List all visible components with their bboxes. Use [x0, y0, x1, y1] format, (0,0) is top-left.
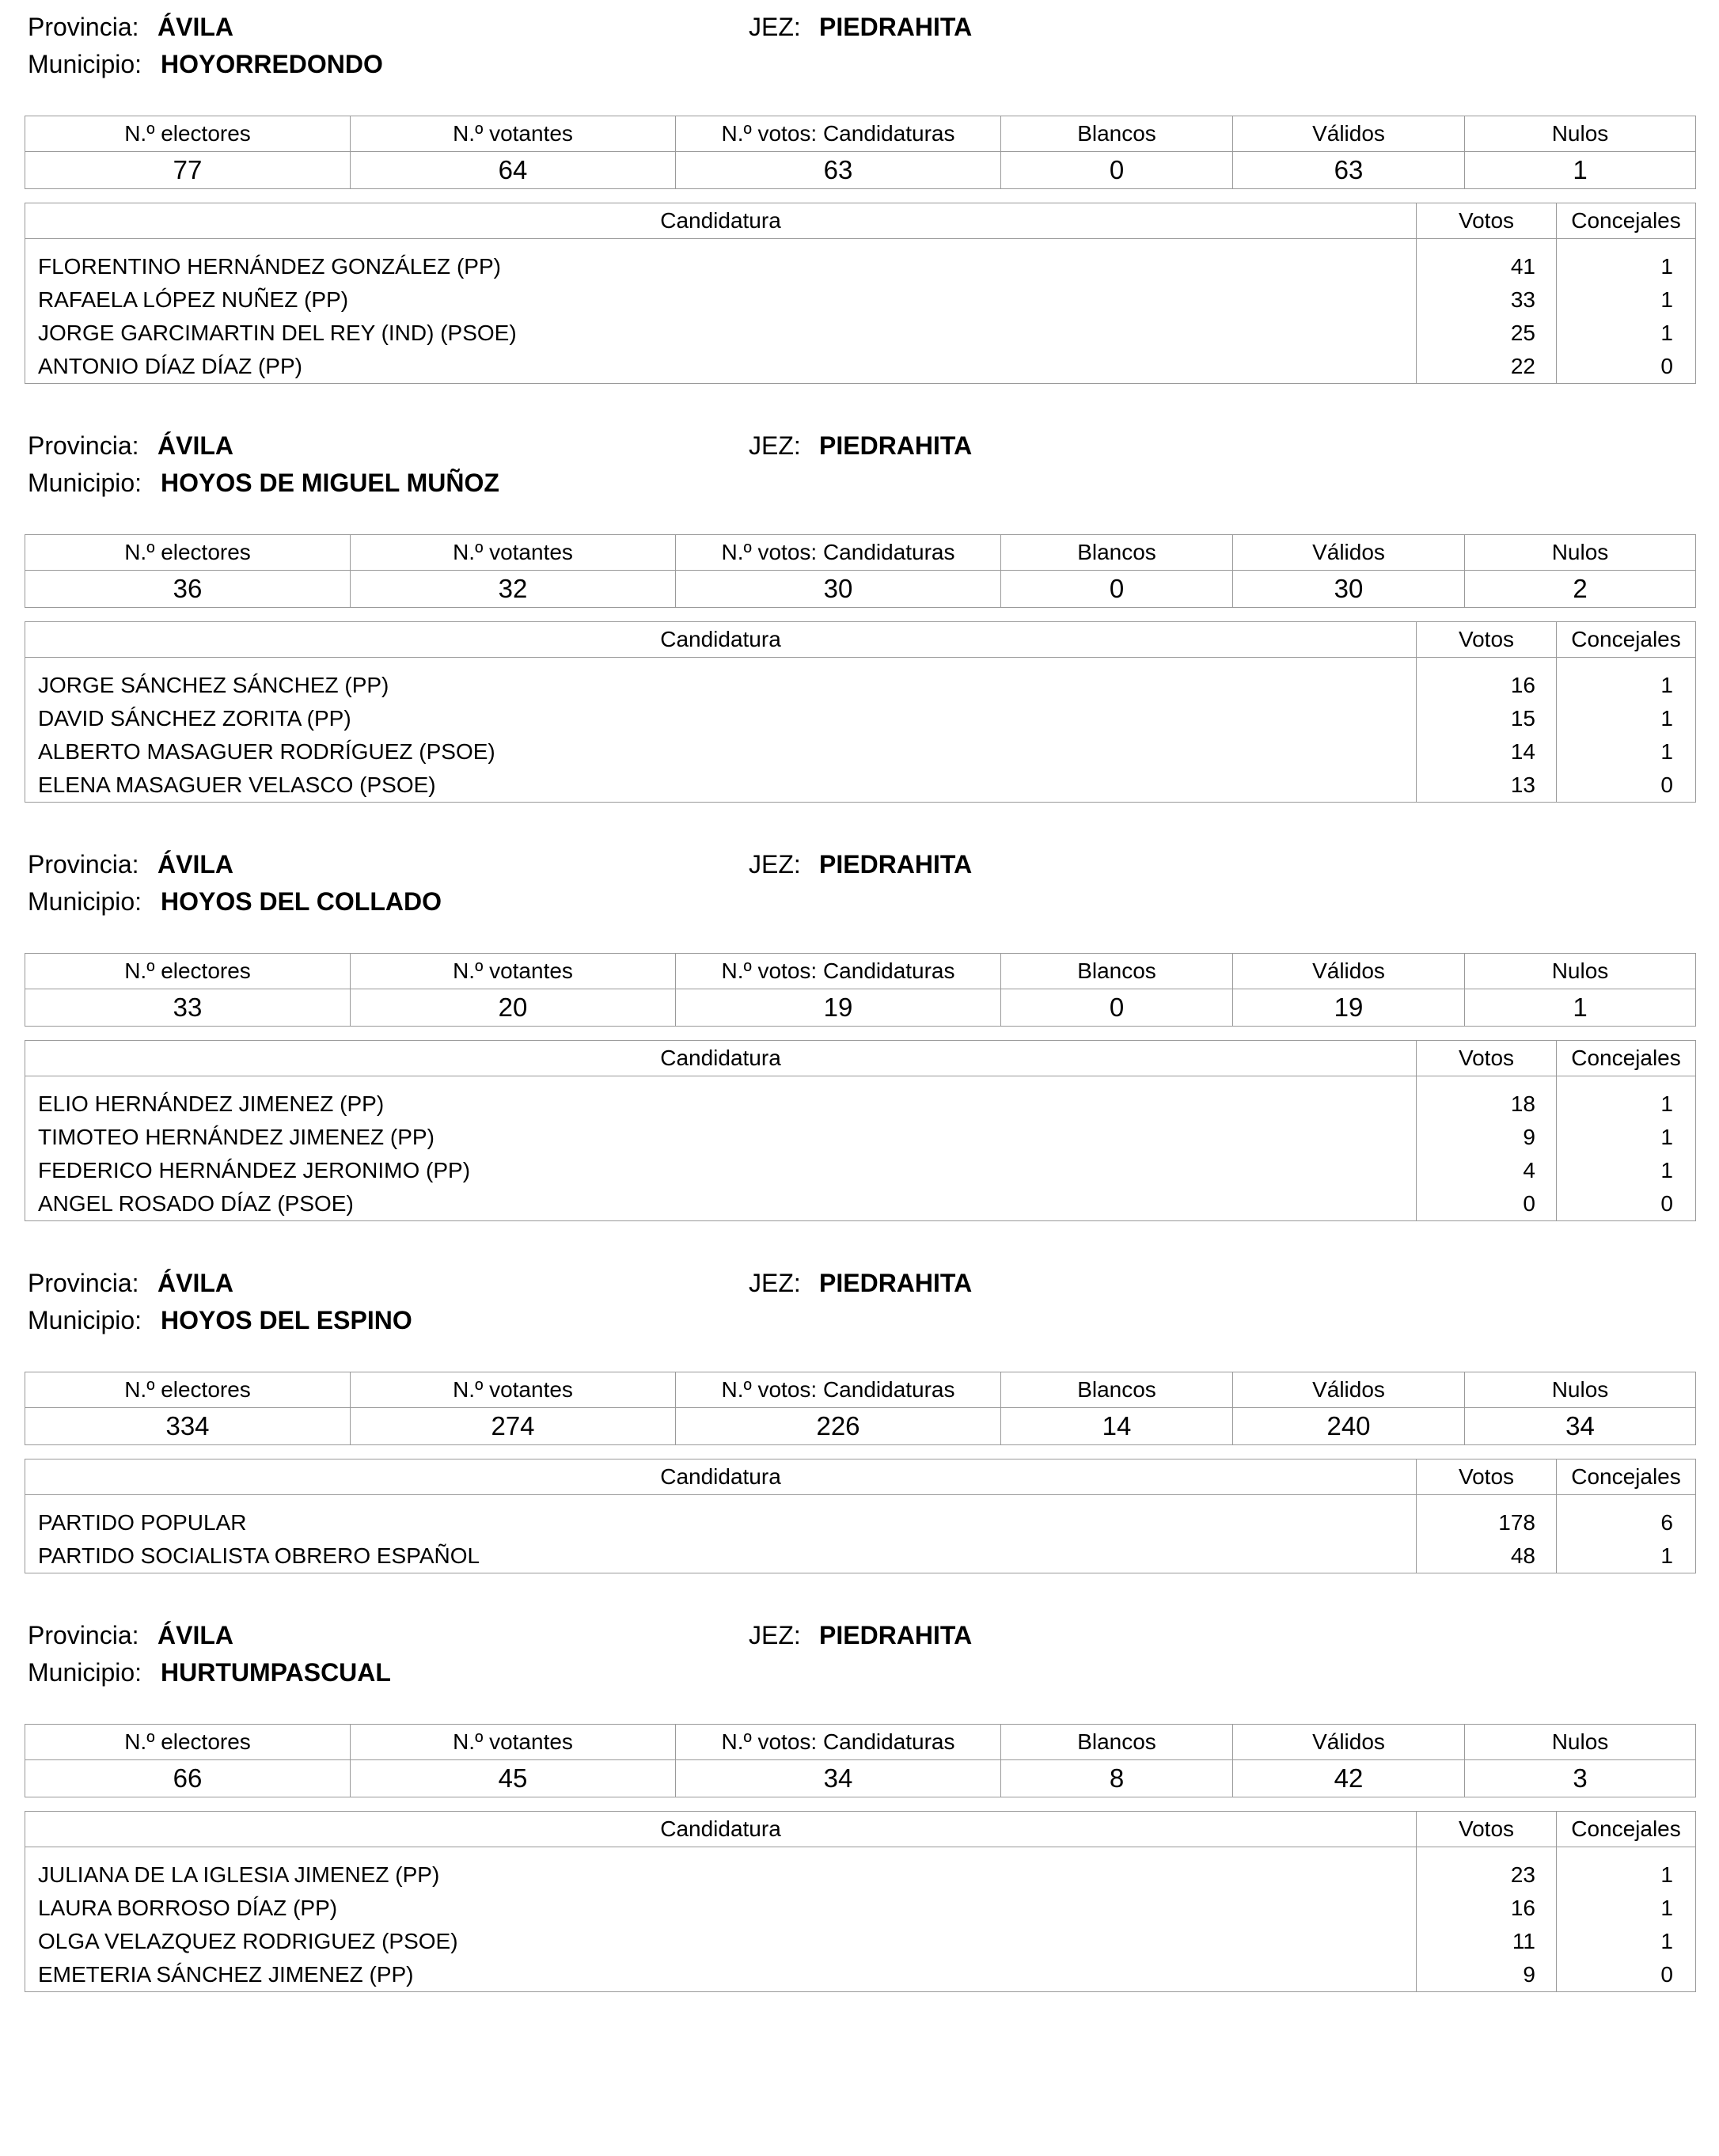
candidate-row	[25, 1539, 1696, 1573]
candidate-row	[25, 250, 1696, 283]
candidate-votes: 23	[1417, 1858, 1557, 1892]
summary-value-cell: 63	[1233, 152, 1465, 189]
candidate-row	[25, 317, 1696, 350]
candidate-votes: 14	[1417, 735, 1557, 769]
candidate-votes: 9	[1417, 1958, 1557, 1992]
summary-header-cell: Blancos	[1001, 535, 1233, 571]
candidate-name: OLGA VELAZQUEZ RODRIGUEZ (PSOE)	[25, 1925, 1417, 1958]
candidate-name: PARTIDO SOCIALISTA OBRERO ESPAÑOL	[25, 1539, 1417, 1573]
summary-value-cell: 63	[676, 152, 1001, 189]
summary-table	[25, 1372, 1696, 1445]
candidate-votes: 11	[1417, 1925, 1557, 1958]
candidate-row	[25, 283, 1696, 317]
candidate-concejales: 0	[1557, 1958, 1696, 1992]
summary-value-cell: 226	[676, 1408, 1001, 1445]
summary-value-cell: 34	[676, 1760, 1001, 1797]
candidate-name: ELIO HERNÁNDEZ JIMENEZ (PP)	[25, 1087, 1417, 1121]
candidate-row	[25, 1892, 1696, 1925]
summary-header-cell: Blancos	[1001, 1725, 1233, 1760]
summary-value-cell: 0	[1001, 989, 1233, 1027]
candidate-concejales: 0	[1557, 350, 1696, 384]
candidate-concejales: 1	[1557, 250, 1696, 283]
candidate-name: FEDERICO HERNÁNDEZ JERONIMO (PP)	[25, 1154, 1417, 1187]
candidate-name: JULIANA DE LA IGLESIA JIMENEZ (PP)	[25, 1858, 1417, 1892]
concejales-header: Concejales	[1557, 1812, 1696, 1847]
jez-label: JEZ:	[749, 1621, 801, 1649]
candidate-votes: 4	[1417, 1154, 1557, 1187]
candidate-name: PARTIDO POPULAR	[25, 1506, 1417, 1539]
jez-label: JEZ:	[749, 431, 801, 460]
jez-value: PIEDRAHITA	[819, 850, 973, 879]
summary-value-cell: 32	[351, 571, 676, 608]
municipio-label: Municipio:	[28, 469, 142, 497]
summary-value-cell: 19	[1233, 989, 1465, 1027]
candidate-row	[25, 1506, 1696, 1539]
concejales-header: Concejales	[1557, 203, 1696, 239]
candidates-table	[25, 1459, 1696, 1573]
summary-value-cell: 36	[25, 571, 351, 608]
candidate-row	[25, 702, 1696, 735]
provincia-value: ÁVILA	[157, 850, 233, 879]
provincia-label: Provincia:	[28, 13, 139, 41]
candidatura-header: Candidatura	[25, 622, 1417, 658]
candidate-row	[25, 1858, 1696, 1892]
summary-header-cell: Blancos	[1001, 116, 1233, 152]
municipio-label: Municipio:	[28, 1658, 142, 1687]
candidate-row	[25, 735, 1696, 769]
summary-value-cell: 77	[25, 152, 351, 189]
votos-header: Votos	[1417, 1812, 1557, 1847]
municipio-value: HOYOS DEL COLLADO	[161, 887, 442, 916]
candidate-votes: 48	[1417, 1539, 1557, 1573]
summary-header-cell: N.º votos: Candidaturas	[676, 1725, 1001, 1760]
candidate-name: JORGE SÁNCHEZ SÁNCHEZ (PP)	[25, 669, 1417, 702]
summary-header-cell: N.º votos: Candidaturas	[676, 535, 1001, 571]
municipio-label: Municipio:	[28, 887, 142, 916]
votos-header: Votos	[1417, 203, 1557, 239]
provincia-label: Provincia:	[28, 1269, 139, 1297]
candidate-concejales: 1	[1557, 1121, 1696, 1154]
candidate-row	[25, 1087, 1696, 1121]
summary-table	[25, 116, 1696, 189]
municipio-value: HOYORREDONDO	[161, 50, 383, 78]
summary-header-cell: N.º votos: Candidaturas	[676, 1372, 1001, 1408]
summary-header-cell: Nulos	[1465, 954, 1696, 989]
candidate-votes: 16	[1417, 669, 1557, 702]
summary-value-cell: 0	[1001, 152, 1233, 189]
candidate-name: ANGEL ROSADO DÍAZ (PSOE)	[25, 1187, 1417, 1221]
summary-value-cell: 34	[1465, 1408, 1696, 1445]
summary-value-cell: 64	[351, 152, 676, 189]
candidate-concejales: 1	[1557, 1087, 1696, 1121]
summary-header-cell: N.º votantes	[351, 535, 676, 571]
summary-value-cell: 3	[1465, 1760, 1696, 1797]
candidate-concejales: 1	[1557, 1925, 1696, 1958]
candidate-row	[25, 1154, 1696, 1187]
summary-table	[25, 953, 1696, 1027]
municipio-value: HOYOS DE MIGUEL MUÑOZ	[161, 469, 499, 497]
summary-header-cell: N.º electores	[25, 954, 351, 989]
candidatura-header: Candidatura	[25, 203, 1417, 239]
votos-header: Votos	[1417, 1459, 1557, 1495]
summary-value-cell: 240	[1233, 1408, 1465, 1445]
summary-header-cell: Nulos	[1465, 116, 1696, 152]
candidate-votes: 0	[1417, 1187, 1557, 1221]
candidate-row	[25, 1121, 1696, 1154]
concejales-header: Concejales	[1557, 622, 1696, 658]
jez-label: JEZ:	[749, 13, 801, 41]
provincia-label: Provincia:	[28, 850, 139, 879]
jez-label: JEZ:	[749, 850, 801, 879]
candidate-row	[25, 769, 1696, 803]
summary-header-cell: Válidos	[1233, 954, 1465, 989]
summary-header-cell: N.º electores	[25, 1725, 351, 1760]
summary-header-cell: Válidos	[1233, 1725, 1465, 1760]
summary-value-cell: 33	[25, 989, 351, 1027]
candidate-row	[25, 1187, 1696, 1221]
candidate-row	[25, 350, 1696, 384]
votos-header: Votos	[1417, 1041, 1557, 1076]
candidate-row	[25, 669, 1696, 702]
summary-header-cell: N.º votantes	[351, 1725, 676, 1760]
summary-header-cell: Nulos	[1465, 1372, 1696, 1408]
summary-value-cell: 1	[1465, 152, 1696, 189]
candidatura-header: Candidatura	[25, 1459, 1417, 1495]
candidate-votes: 22	[1417, 350, 1557, 384]
candidate-concejales: 6	[1557, 1506, 1696, 1539]
summary-value-cell: 14	[1001, 1408, 1233, 1445]
candidate-votes: 13	[1417, 769, 1557, 803]
provincia-value: ÁVILA	[157, 1621, 233, 1649]
candidate-votes: 16	[1417, 1892, 1557, 1925]
candidate-name: FLORENTINO HERNÁNDEZ GONZÁLEZ (PP)	[25, 250, 1417, 283]
candidate-concejales: 1	[1557, 317, 1696, 350]
concejales-header: Concejales	[1557, 1459, 1696, 1495]
candidate-concejales: 1	[1557, 735, 1696, 769]
candidate-row	[25, 1958, 1696, 1992]
summary-header-cell: Nulos	[1465, 1725, 1696, 1760]
jez-value: PIEDRAHITA	[819, 431, 973, 460]
candidate-concejales: 1	[1557, 283, 1696, 317]
municipio-label: Municipio:	[28, 50, 142, 78]
candidate-name: EMETERIA SÁNCHEZ JIMENEZ (PP)	[25, 1958, 1417, 1992]
candidate-name: DAVID SÁNCHEZ ZORITA (PP)	[25, 702, 1417, 735]
municipio-label: Municipio:	[28, 1306, 142, 1334]
summary-value-cell: 334	[25, 1408, 351, 1445]
jez-value: PIEDRAHITA	[819, 1269, 973, 1297]
summary-value-cell: 1	[1465, 989, 1696, 1027]
summary-header-cell: Nulos	[1465, 535, 1696, 571]
jez-label: JEZ:	[749, 1269, 801, 1297]
candidates-table	[25, 203, 1696, 384]
summary-table	[25, 1724, 1696, 1797]
provincia-value: ÁVILA	[157, 13, 233, 41]
summary-value-cell: 8	[1001, 1760, 1233, 1797]
summary-header-cell: Blancos	[1001, 954, 1233, 989]
summary-header-cell: Válidos	[1233, 116, 1465, 152]
summary-header-cell: N.º electores	[25, 535, 351, 571]
summary-header-cell: Válidos	[1233, 1372, 1465, 1408]
summary-header-cell: Válidos	[1233, 535, 1465, 571]
candidates-table	[25, 621, 1696, 803]
summary-table	[25, 534, 1696, 608]
summary-value-cell: 45	[351, 1760, 676, 1797]
candidate-name: ALBERTO MASAGUER RODRÍGUEZ (PSOE)	[25, 735, 1417, 769]
municipio-value: HOYOS DEL ESPINO	[161, 1306, 412, 1334]
candidatura-header: Candidatura	[25, 1041, 1417, 1076]
summary-value-cell: 19	[676, 989, 1001, 1027]
provincia-value: ÁVILA	[157, 1269, 233, 1297]
candidate-concejales: 1	[1557, 669, 1696, 702]
summary-value-cell: 2	[1465, 571, 1696, 608]
candidate-name: JORGE GARCIMARTIN DEL REY (IND) (PSOE)	[25, 317, 1417, 350]
summary-header-cell: Blancos	[1001, 1372, 1233, 1408]
candidate-concejales: 1	[1557, 1154, 1696, 1187]
provincia-value: ÁVILA	[157, 431, 233, 460]
summary-value-cell: 30	[676, 571, 1001, 608]
candidatura-header: Candidatura	[25, 1812, 1417, 1847]
provincia-label: Provincia:	[28, 431, 139, 460]
summary-header-cell: N.º votos: Candidaturas	[676, 116, 1001, 152]
candidate-votes: 25	[1417, 317, 1557, 350]
summary-value-cell: 42	[1233, 1760, 1465, 1797]
candidate-concejales: 1	[1557, 702, 1696, 735]
votos-header: Votos	[1417, 622, 1557, 658]
summary-header-cell: N.º votos: Candidaturas	[676, 954, 1001, 989]
candidate-votes: 41	[1417, 250, 1557, 283]
candidate-concejales: 1	[1557, 1892, 1696, 1925]
summary-header-cell: N.º electores	[25, 1372, 351, 1408]
summary-value-cell: 0	[1001, 571, 1233, 608]
candidate-concejales: 0	[1557, 1187, 1696, 1221]
summary-header-cell: N.º votantes	[351, 954, 676, 989]
candidate-name: TIMOTEO HERNÁNDEZ JIMENEZ (PP)	[25, 1121, 1417, 1154]
candidate-votes: 15	[1417, 702, 1557, 735]
candidate-name: ELENA MASAGUER VELASCO (PSOE)	[25, 769, 1417, 803]
summary-value-cell: 66	[25, 1760, 351, 1797]
candidate-concejales: 1	[1557, 1539, 1696, 1573]
candidate-concejales: 1	[1557, 1858, 1696, 1892]
summary-header-cell: N.º votantes	[351, 1372, 676, 1408]
concejales-header: Concejales	[1557, 1041, 1696, 1076]
candidate-votes: 178	[1417, 1506, 1557, 1539]
summary-header-cell: N.º electores	[25, 116, 351, 152]
jez-value: PIEDRAHITA	[819, 13, 973, 41]
candidate-name: LAURA BORROSO DÍAZ (PP)	[25, 1892, 1417, 1925]
summary-value-cell: 30	[1233, 571, 1465, 608]
candidate-row	[25, 1925, 1696, 1958]
candidate-votes: 9	[1417, 1121, 1557, 1154]
provincia-label: Provincia:	[28, 1621, 139, 1649]
summary-value-cell: 274	[351, 1408, 676, 1445]
candidate-votes: 18	[1417, 1087, 1557, 1121]
candidates-table	[25, 1811, 1696, 1992]
candidate-concejales: 0	[1557, 769, 1696, 803]
municipio-value: HURTUMPASCUAL	[161, 1658, 391, 1687]
candidate-votes: 33	[1417, 283, 1557, 317]
summary-value-cell: 20	[351, 989, 676, 1027]
candidate-name: RAFAELA LÓPEZ NUÑEZ (PP)	[25, 283, 1417, 317]
jez-value: PIEDRAHITA	[819, 1621, 973, 1649]
summary-header-cell: N.º votantes	[351, 116, 676, 152]
candidates-table	[25, 1040, 1696, 1221]
candidate-name: ANTONIO DÍAZ DÍAZ (PP)	[25, 350, 1417, 384]
